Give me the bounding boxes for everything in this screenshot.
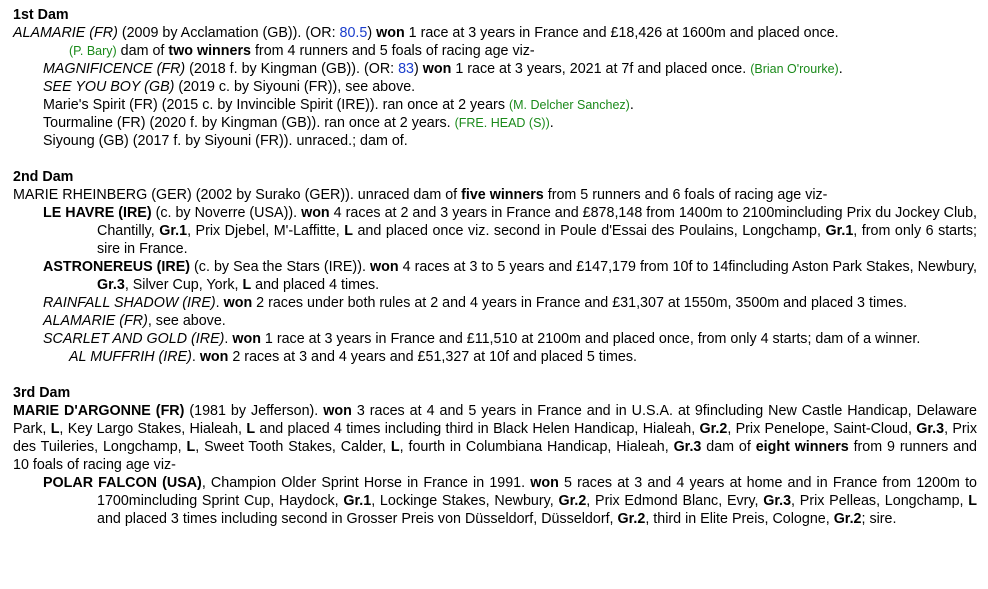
text-run: , Lockinge Stakes, Newbury,	[371, 493, 559, 509]
text-run: dam of	[116, 43, 169, 59]
text-run: , Prix des Tuileries, Longchamp,	[13, 421, 977, 455]
text-run: Siyoung (GB) (2017 f. by Siyouni (FR)). unraced.; dam of.	[43, 133, 408, 149]
text-run: SCARLET AND GOLD (IRE)	[43, 331, 225, 347]
text-run: 2 races at 3 and 4 years and £51,327 at 10f and placed 5 times.	[228, 349, 637, 365]
text-run: (P. Bary)	[69, 44, 117, 58]
dam-entry	[13, 24, 977, 42]
text-run: , Prix Pelleas, Longchamp,	[791, 493, 969, 509]
offspring-entry	[13, 114, 977, 132]
text-run: and placed 4 times including third in Black Helen Handicap, Hialeah,	[255, 421, 700, 437]
offspring-entry	[13, 348, 977, 366]
section-3rd-dam	[13, 384, 977, 528]
text-run: won	[232, 331, 261, 347]
text-run: won	[530, 475, 559, 491]
text-run: Gr.1	[825, 223, 854, 239]
text-run: Tourmaline (FR) (2020 f. by Kingman (GB)). ran once at 2 years.	[43, 115, 455, 131]
offspring-list	[13, 204, 977, 366]
text-run: , Silver Cup, York,	[124, 277, 243, 293]
offspring-entry	[13, 294, 977, 312]
text-run: .	[838, 61, 843, 77]
text-run: (c. by Noverre (USA)).	[151, 205, 302, 221]
text-run: Gr.3	[97, 277, 125, 293]
text-run: L	[242, 277, 252, 293]
text-run: won	[199, 349, 229, 365]
text-run: , Prix Penelope, Saint-Cloud,	[727, 421, 917, 437]
text-run: (c. by Sea the Stars (IRE)).	[190, 259, 370, 275]
text-run: .	[224, 331, 233, 347]
pedigree-document	[13, 6, 977, 528]
text-run: L	[968, 493, 977, 509]
text-run: Marie's Spirit (FR) (2015 c. by Invincible Spirit (IRE)). ran once at 2 years	[43, 97, 509, 113]
text-run: .	[191, 349, 200, 365]
text-run: 5 races at 3 and 4 years at home and in France from 1200m to 1700mincluding Sprint Cup, Haydock,	[97, 475, 977, 509]
text-run: ALAMARIE (FR)	[43, 313, 148, 329]
text-run: (M. Delcher Sanchez)	[508, 98, 630, 112]
section-heading: 3rd Dam	[13, 385, 71, 401]
offspring-entry	[13, 474, 977, 528]
text-run: MAGNIFICENCE (FR)	[43, 61, 186, 77]
text-run: 2 races under both rules at 2 and 4 years in France and £31,307 at 1550m, 3500m and placed 3 times.	[252, 295, 908, 311]
text-run: Gr.2	[699, 421, 728, 437]
section-heading: 2nd Dam	[13, 169, 74, 185]
offspring-entry	[13, 78, 977, 96]
text-run: Gr.1	[343, 493, 372, 509]
offspring-entry	[13, 60, 977, 78]
text-run: LE HAVRE (IRE)	[43, 205, 152, 221]
text-run: Gr.3	[673, 439, 702, 455]
section-heading: 1st Dam	[13, 7, 69, 23]
offspring-entry	[13, 132, 977, 150]
text-run: L	[186, 439, 196, 455]
text-run: 4 races at 3 to 5 years and £147,179 from 10f to 14fincluding Aston Park Stakes, Newbury,	[398, 259, 977, 275]
text-run: .	[215, 295, 224, 311]
section-2nd-dam	[13, 168, 977, 366]
text-run: , see above.	[147, 313, 226, 329]
text-run: 4 races at 2 and 3 years in France and £878,148 from 1400m to 2100mincluding Prix du Jockey Club, Chantilly,	[97, 205, 978, 239]
text-run: won	[223, 295, 253, 311]
offspring-entry	[13, 204, 977, 258]
text-run: from 5 runners and 6 foals of racing age viz-	[543, 187, 828, 203]
text-run: , fourth in Columbiana Handicap, Hialeah,	[399, 439, 674, 455]
text-run: dam of	[701, 439, 756, 455]
text-run: (Brian O'rourke)	[750, 62, 839, 76]
text-run: Gr.2	[833, 511, 862, 527]
text-run: )	[414, 61, 423, 77]
text-run: 80.5	[339, 25, 368, 41]
text-run: Gr.2	[558, 493, 587, 509]
text-run: ALAMARIE (FR)	[13, 25, 118, 41]
offspring-list	[13, 474, 977, 528]
text-run: ASTRONEREUS (IRE)	[43, 259, 191, 275]
offspring-entry	[13, 258, 977, 294]
text-run: won	[323, 403, 352, 419]
text-run: 1 race at 3 years, 2021 at 7f and placed once.	[451, 61, 751, 77]
text-run: L	[50, 421, 60, 437]
text-run: won	[376, 25, 405, 41]
text-run: Gr.3	[916, 421, 945, 437]
text-run: ; sire.	[861, 511, 897, 527]
text-run: and placed 4 times.	[251, 277, 380, 293]
text-run: won	[369, 259, 399, 275]
text-run: , Prix Djebel, M'-Laffitte,	[187, 223, 345, 239]
offspring-entry	[13, 96, 977, 114]
text-run: .	[629, 97, 634, 113]
text-run: L	[344, 223, 353, 239]
offspring-entry	[13, 330, 977, 348]
text-run: and placed 3 times including second in Grosser Preis von Düsseldorf, Düsseldorf,	[97, 511, 618, 527]
text-run: , Prix Edmond Blanc, Evry,	[586, 493, 764, 509]
text-run: won	[301, 205, 330, 221]
text-run: , Champion Older Sprint Horse in France in 1991.	[201, 475, 531, 491]
text-run: .	[549, 115, 554, 131]
text-run: SEE YOU BOY (GB)	[43, 79, 175, 95]
text-run: POLAR FALCON (USA)	[43, 475, 202, 491]
text-run: won	[422, 61, 452, 77]
dam-entry-continued	[13, 42, 977, 60]
text-run: , Sweet Tooth Stakes, Calder,	[195, 439, 391, 455]
text-run: (2009 by Acclamation (GB)). (OR:	[117, 25, 340, 41]
text-run: RAINFALL SHADOW (IRE)	[43, 295, 216, 311]
text-run: 1 race at 3 years in France and £11,510 at 2100m and placed once, from only 4 starts; dam of a winner.	[260, 331, 921, 347]
text-run: 1 race at 3 years in France and £18,426 at 1600m and placed once.	[404, 25, 839, 41]
text-run: five winners	[461, 187, 544, 203]
text-run: , from only 6 starts; sire in France.	[97, 223, 977, 257]
section-1st-dam	[13, 6, 977, 150]
text-run: L	[390, 439, 400, 455]
text-run: (1981 by Jefferson).	[184, 403, 324, 419]
text-run: , Key Largo Stakes, Hialeah,	[59, 421, 247, 437]
text-run: and placed once viz. second in Poule d'Essai des Poulains, Longchamp,	[352, 223, 826, 239]
text-run: from 4 runners and 5 foals of racing age viz-	[250, 43, 535, 59]
text-run: AL MUFFRIH (IRE)	[69, 349, 192, 365]
text-run: )	[367, 25, 377, 41]
text-run: Gr.3	[763, 493, 792, 509]
text-run: (2019 c. by Siyouni (FR)), see above.	[174, 79, 416, 95]
text-run: MARIE D'ARGONNE (FR)	[13, 403, 185, 419]
offspring-list	[13, 60, 977, 150]
text-run: 83	[398, 61, 415, 77]
text-run: eight winners	[755, 439, 849, 455]
text-run: MARIE RHEINBERG (GER) (2002 by Surako (GER)). unraced dam of	[13, 187, 462, 203]
text-run: two winners	[168, 43, 251, 59]
text-run: Gr.2	[617, 511, 646, 527]
text-run: (FRE. HEAD (S))	[454, 116, 550, 130]
text-run: (2018 f. by Kingman (GB)). (OR:	[185, 61, 399, 77]
text-run: Gr.1	[159, 223, 188, 239]
offspring-entry	[13, 312, 977, 330]
dam-entry	[13, 402, 977, 474]
text-run: from 9 runners and 10 foals of racing age viz-	[13, 439, 978, 473]
text-run: L	[246, 421, 256, 437]
text-run: , third in Elite Preis, Cologne,	[645, 511, 834, 527]
text-run: 3 races at 4 and 5 years in France and in U.S.A. at 9fincluding New Castle Handicap, Delaware Park,	[13, 403, 977, 437]
dam-entry	[13, 186, 977, 204]
